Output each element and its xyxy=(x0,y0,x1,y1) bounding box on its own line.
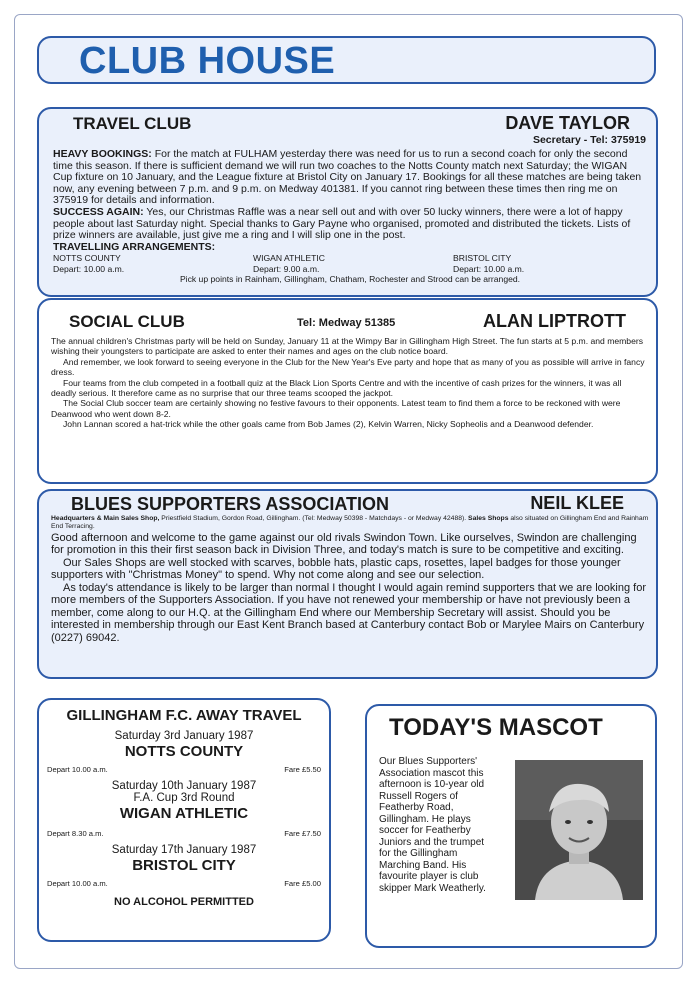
mascot-text: Our Blues Supporters' Association mascot this afternoon is 10-year old Russell Rogers of Featherby Road, Gillingham. He plays soccer for Featherby Juniors and the trumpet for the Gillingham Marching Band. His favourite player is club skipper Mark Weatherly. xyxy=(379,756,486,894)
mascot-title: TODAY'S MASCOT xyxy=(389,714,603,741)
mascot-photo xyxy=(515,760,643,900)
no-alcohol-notice: NO ALCOHOL PERMITTED xyxy=(114,896,254,908)
away-trip xyxy=(39,730,329,774)
trip-fare: Fare £5.00 xyxy=(284,879,321,888)
blues-supporters-title: BLUES SUPPORTERS ASSOCIATION xyxy=(71,494,390,514)
destination-name: BRISTOL CITY xyxy=(453,253,512,264)
travelling-arrangements-label: TRAVELLING ARRANGEMENTS: xyxy=(53,240,216,253)
trip-depart: Depart 10.00 a.m. xyxy=(47,879,108,888)
destination-name: WIGAN ATHLETIC xyxy=(253,253,325,264)
heavy-bookings-text: For the match at FULHAM yesterday there was need for us to run a second coach for only the second time this season. If there is sufficient demand we will run two coaches to the Notts County match next Saturday; the WIGAN Cup fixture on 10 January, and the League fixture at Bristol City on January 17. Bookings for all these matches are being taken now, any evening between 7 p.m. and 9 p.m. on Medway 401381. If you cannot ring between these times then ring me on 375919 for details and information. xyxy=(53,148,642,207)
blues-paragraph: As today's attendance is likely to be larger than normal I thought I would again remind supporters that we are looking for more members of the Supporters Association. If you have not renewed your membership or have not previously been a member, come along to our H.Q. at the Gillingham End where our Membership Secretary will assist. Should you be interested in membership through our East Kent Branch based at Canterbury contact Bob or Marylee Mairs on Canterbury (0227) 69042. xyxy=(51,581,646,644)
trip-fare: Fare £7.50 xyxy=(284,829,321,838)
success-again-paragraph xyxy=(53,207,647,242)
trip-date: Saturday 17th January 1987 xyxy=(111,844,257,856)
blues-paragraph: Our Sales Shops are well stocked with scarves, bobble hats, plastic caps, rosettes, lapel badges for those younger supporters with "Christmas Money" to spend. Why not come along and see our selection. xyxy=(51,556,621,582)
sales-shops-text: also situated on Gillingham End and Rainham End Terracing. xyxy=(51,515,649,531)
social-club-tel: Tel: Medway 51385 xyxy=(297,317,396,329)
trip-date: Saturday 10th January 1987 xyxy=(111,780,257,792)
away-travel-panel xyxy=(37,698,331,942)
success-again-text: Yes, our Christmas Raffle was a near sell out and with over 50 lucky winners, there were a lot of happy people about last Saturday night. Special thanks to Gary Payne who organised, promoted and distributed the tickets. Lists of prize winners are available, just give me a ring and I will slip one in the post. xyxy=(53,205,631,242)
blues-supporters-body xyxy=(51,515,651,644)
page-title: CLUB HOUSE xyxy=(79,40,336,82)
success-again-label: SUCCESS AGAIN: xyxy=(53,205,144,218)
travel-club-person: DAVE TAYLOR xyxy=(505,113,630,133)
destination-name: NOTTS COUNTY xyxy=(53,253,121,264)
trip-team: NOTTS COUNTY xyxy=(124,743,244,760)
headquarters-info xyxy=(51,515,651,532)
destination-depart: Depart: 10.00 a.m. xyxy=(453,263,525,274)
trip-team: WIGAN ATHLETIC xyxy=(119,805,249,822)
sales-shops-label: Sales Shops xyxy=(466,515,509,522)
heavy-bookings-paragraph xyxy=(53,149,647,207)
blues-supporters-person: NEIL KLEE xyxy=(530,493,624,513)
social-club-body xyxy=(51,336,647,430)
trip-depart: Depart 10.00 a.m. xyxy=(47,765,108,774)
social-club-section xyxy=(37,298,658,484)
pickup-note: Pick up points in Rainham, Gillingham, Chatham, Rochester and Strood can be arranged. xyxy=(179,273,521,284)
social-paragraph: The annual children's Christmas party will be held on Sunday, January 11 at the Wimpy Bar in Gillingham High Street. The fun starts at 5 p.m. and members wishing their youngsters to participate are asked to enter their names and ages on the club notice board. xyxy=(51,336,644,357)
mascot-panel xyxy=(365,704,657,948)
destination-depart: Depart: 10.00 a.m. xyxy=(53,263,125,274)
social-club-person: ALAN LIPTROTT xyxy=(483,311,626,331)
social-paragraph: And remember, we look forward to seeing everyone in the Club for the New Year's Eve party and hope that as many of you as possible will arrive in fancy dress. xyxy=(51,356,645,378)
heavy-bookings-label: HEAVY BOOKINGS: xyxy=(53,148,152,160)
travel-club-title: TRAVEL CLUB xyxy=(73,114,192,133)
social-paragraph: John Lannan scored a hat-trick while the other goals came from Bob James (2), Kelvin Warren, Nicky Sopheolis and a Deanwood defender. xyxy=(63,419,594,430)
away-travel-list xyxy=(39,730,329,908)
blues-supporters-section xyxy=(37,489,658,679)
social-paragraph: Four teams from the club competed in a football quiz at the Black Lion Sports Centre and with the incentive of cash prizes for the winners, it was all deadly serious. It therefore came as no surprise that our three teams scooped the jackpot. xyxy=(51,377,622,399)
page-header xyxy=(37,36,656,84)
trip-round: F.A. Cup 3rd Round xyxy=(133,792,235,804)
mascot-photo-image xyxy=(515,760,643,900)
travel-club-secretary: Secretary - Tel: 375919 xyxy=(532,134,646,146)
away-trip xyxy=(39,844,329,888)
trip-depart: Depart 8.30 a.m. xyxy=(47,829,104,838)
trip-fare: Fare £5.50 xyxy=(284,765,321,774)
headquarters-label: Headquarters & Main Sales Shop, xyxy=(51,515,160,522)
headquarters-text: Priestfield Stadium, Gordon Road, Gillingham. (Tel: Medway 50398 - Matchdays - or Medway 42488). xyxy=(159,515,467,522)
travel-club-body xyxy=(53,149,647,284)
social-paragraph: The Social Club soccer team are certainly showing no festive favours to their opponents. Latest team to find them a force to be reckoned with were Deanwood who went down 8-2. xyxy=(51,398,621,419)
away-trip xyxy=(39,780,329,838)
trip-date: Saturday 3rd January 1987 xyxy=(114,730,254,742)
travel-club-section xyxy=(37,107,658,297)
blues-paragraph: Good afternoon and welcome to the game against our old rivals Swindon Town. Like ourselves, Swindon are challenging for promotion in this their first season back in Division Three, and today's match is sure to be competitive and exciting. xyxy=(51,531,637,557)
travel-destinations xyxy=(53,253,647,273)
social-club-title: SOCIAL CLUB xyxy=(69,312,185,331)
destination-depart: Depart: 9.00 a.m. xyxy=(253,263,320,274)
away-travel-title: GILLINGHAM F.C. AWAY TRAVEL xyxy=(66,707,302,724)
trip-team: BRISTOL CITY xyxy=(132,857,236,874)
